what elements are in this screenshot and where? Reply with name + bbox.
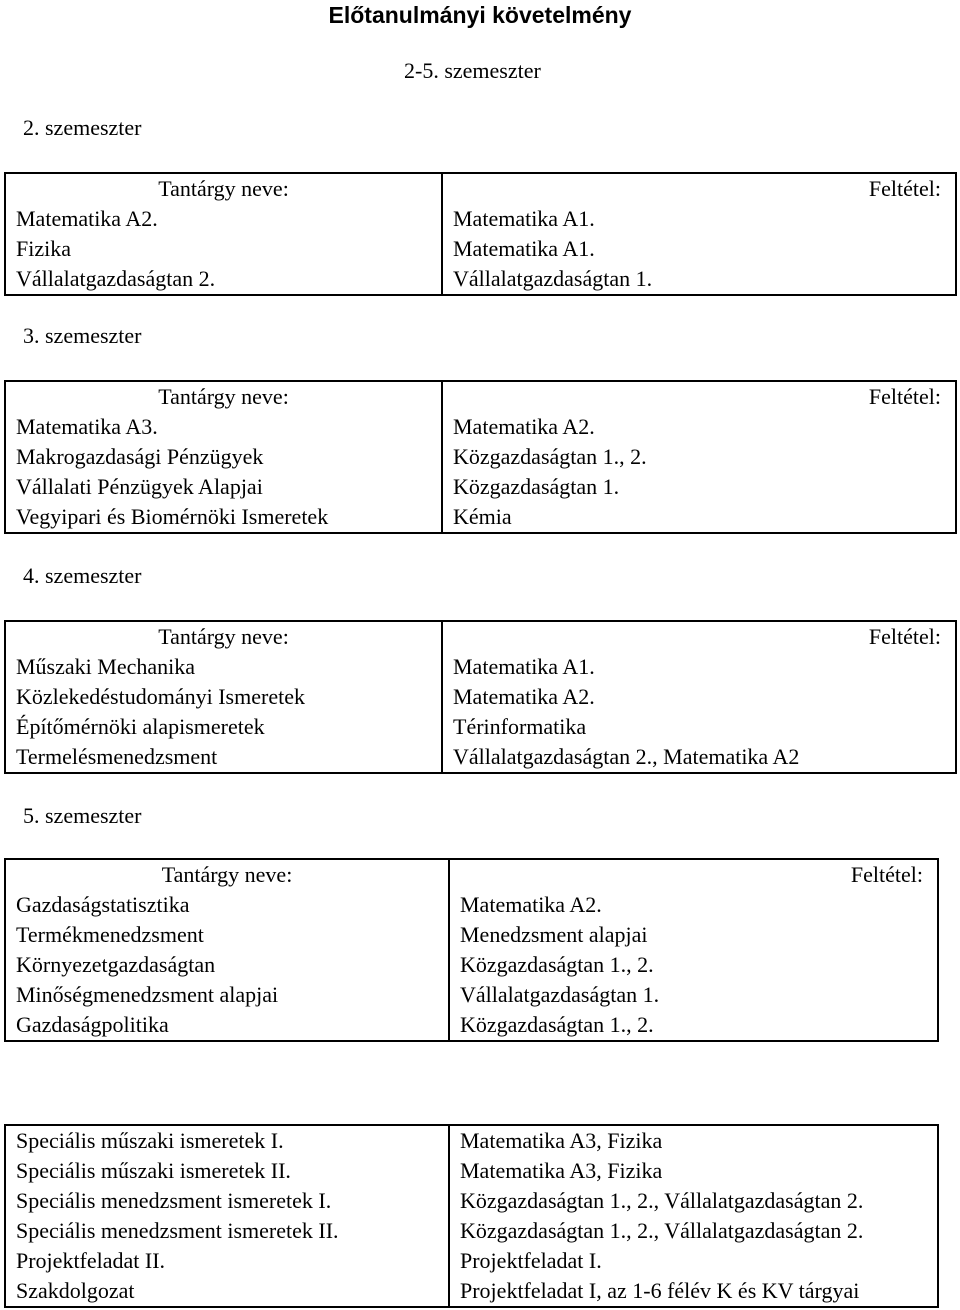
page-title: Előtanulmányi követelmény <box>328 2 632 28</box>
table-row <box>5 472 956 502</box>
condition-cell: Matematika A2. <box>442 412 956 442</box>
subject-cell: Műszaki Mechanika <box>5 652 442 682</box>
condition-header: Feltétel: <box>442 621 956 652</box>
subject-cell: Projektfeladat II. <box>5 1246 449 1276</box>
condition-cell: Közgazdaságtan 1. <box>442 472 956 502</box>
table-row <box>5 920 938 950</box>
semester-4-heading: 4. szemeszter <box>23 563 142 588</box>
condition-cell: Közgazdaságtan 1., 2. <box>449 950 938 980</box>
subject-cell: Speciális menedzsment ismeretek I. <box>5 1186 449 1216</box>
condition-cell: Vállalatgazdaságtan 1. <box>442 264 956 295</box>
subject-header: Tantárgy neve: <box>5 173 442 204</box>
table-row <box>5 890 938 920</box>
table-row <box>5 712 956 742</box>
condition-cell: Projektfeladat I, az 1-6 félév K és KV tárgyai <box>449 1276 938 1307</box>
condition-cell: Matematika A3, Fizika <box>449 1125 938 1156</box>
subject-cell: Matematika A3. <box>5 412 442 442</box>
condition-cell: Matematika A1. <box>442 204 956 234</box>
table-row <box>5 1186 938 1216</box>
subject-cell: Vegyipari és Biomérnöki Ismeretek <box>5 502 442 533</box>
condition-cell: Közgazdaságtan 1., 2., Vállalatgazdaságtan 2. <box>449 1186 938 1216</box>
semester-5-heading: 5. szemeszter <box>23 803 142 828</box>
condition-cell: Matematika A2. <box>442 682 956 712</box>
table-header-row <box>5 621 956 652</box>
table-row <box>5 742 956 773</box>
subject-cell: Vállalatgazdaságtan 2. <box>5 264 442 295</box>
subject-cell: Közlekedéstudományi Ismeretek <box>5 682 442 712</box>
table-row <box>5 442 956 472</box>
table-row <box>5 1246 938 1276</box>
subject-cell: Vállalati Pénzügyek Alapjai <box>5 472 442 502</box>
semester-3-heading: 3. szemeszter <box>23 323 142 348</box>
subject-cell: Építőmérnöki alapismeretek <box>5 712 442 742</box>
special-subjects-table <box>4 1124 939 1308</box>
subject-cell: Termékmenedzsment <box>5 920 449 950</box>
condition-cell: Vállalatgazdaságtan 1. <box>449 980 938 1010</box>
table-header-row <box>5 173 956 204</box>
table-row <box>5 1156 938 1186</box>
subject-cell: Termelésmenedzsment <box>5 742 442 773</box>
subject-cell: Környezetgazdaságtan <box>5 950 449 980</box>
table-row <box>5 980 938 1010</box>
subject-cell: Matematika A2. <box>5 204 442 234</box>
condition-cell: Projektfeladat I. <box>449 1246 938 1276</box>
subject-cell: Minőségmenedzsment alapjai <box>5 980 449 1010</box>
subject-cell: Fizika <box>5 234 442 264</box>
table-row <box>5 950 938 980</box>
table-row <box>5 1276 938 1307</box>
table-row <box>5 682 956 712</box>
condition-header: Feltétel: <box>442 173 956 204</box>
condition-cell: Kémia <box>442 502 956 533</box>
page-subtitle: 2-5. szemeszter <box>404 58 541 83</box>
table-row <box>5 1010 938 1041</box>
condition-cell: Közgazdaságtan 1., 2., Vállalatgazdaságtan 2. <box>449 1216 938 1246</box>
condition-cell: Matematika A3, Fizika <box>449 1156 938 1186</box>
condition-cell: Matematika A1. <box>442 234 956 264</box>
condition-cell: Vállalatgazdaságtan 2., Matematika A2 <box>442 742 956 773</box>
semester-5-table <box>4 858 939 1042</box>
condition-cell: Matematika A2. <box>449 890 938 920</box>
condition-cell: Közgazdaságtan 1., 2. <box>442 442 956 472</box>
subject-cell: Speciális műszaki ismeretek I. <box>5 1125 449 1156</box>
semester-3-table <box>4 380 957 534</box>
table-header-row <box>5 381 956 412</box>
subject-cell: Speciális menedzsment ismeretek II. <box>5 1216 449 1246</box>
semester-2-heading: 2. szemeszter <box>23 115 142 140</box>
table-row <box>5 412 956 442</box>
semester-2-table <box>4 172 957 296</box>
table-row <box>5 234 956 264</box>
table-row <box>5 1216 938 1246</box>
subject-header: Tantárgy neve: <box>5 381 442 412</box>
condition-cell: Térinformatika <box>442 712 956 742</box>
table-row <box>5 204 956 234</box>
table-row <box>5 264 956 295</box>
table-row <box>5 652 956 682</box>
condition-cell: Menedzsment alapjai <box>449 920 938 950</box>
subject-cell: Szakdolgozat <box>5 1276 449 1307</box>
condition-cell: Matematika A1. <box>442 652 956 682</box>
subject-header: Tantárgy neve: <box>5 859 449 890</box>
table-row <box>5 502 956 533</box>
condition-cell: Közgazdaságtan 1., 2. <box>449 1010 938 1041</box>
condition-header: Feltétel: <box>442 381 956 412</box>
condition-header: Feltétel: <box>449 859 938 890</box>
table-header-row <box>5 859 938 890</box>
table-row <box>5 1125 938 1156</box>
subject-cell: Gazdaságpolitika <box>5 1010 449 1041</box>
subject-cell: Makrogazdasági Pénzügyek <box>5 442 442 472</box>
subject-header: Tantárgy neve: <box>5 621 442 652</box>
semester-4-table <box>4 620 957 774</box>
subject-cell: Speciális műszaki ismeretek II. <box>5 1156 449 1186</box>
subject-cell: Gazdaságstatisztika <box>5 890 449 920</box>
